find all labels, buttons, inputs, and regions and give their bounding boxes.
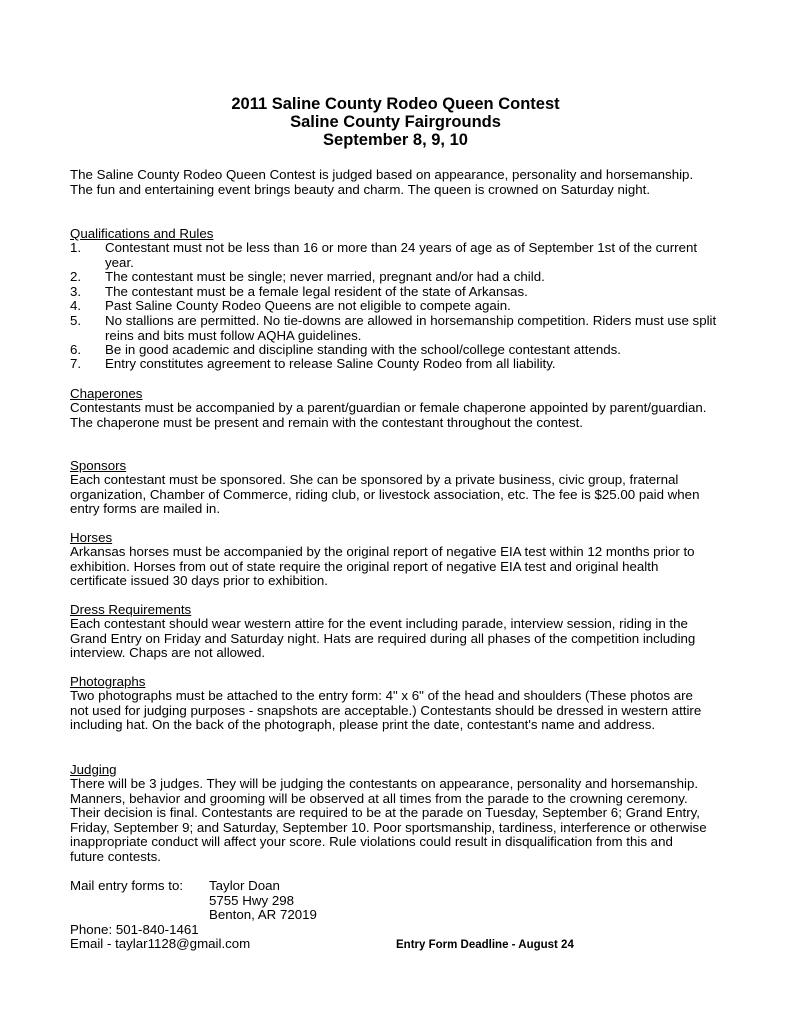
photographs-heading: Photographs <box>70 674 146 689</box>
venue-title: Saline County Fairgrounds <box>290 113 501 131</box>
rule-number: 2. <box>70 269 82 284</box>
contact-city: Benton, AR 72019 <box>209 907 317 922</box>
rule-text: The contestant must be a female legal resident of the state of Arkansas. <box>105 284 528 299</box>
contact-name: Taylor Doan <box>209 878 280 893</box>
chaperones-heading: Chaperones <box>70 386 143 401</box>
rule-number: 6. <box>70 342 82 357</box>
judging-body: There will be 3 judges. They will be judging the contestants on appearance, personality and horsemanship. Manners, behavior and grooming will be observed at all times from the parade to the crowning ceremony. Their decision is final. Contestants are required to be at the parade on Tuesday, September 6; Grand Entry, Friday, September 9; and Saturday, September 10. Poor sportsmanship, tardiness, interference or otherwise inappropriate conduct will affect your score. Rule violations could result in disqualification from this and future contests. <box>70 776 707 864</box>
photographs-body: Two photographs must be attached to the entry form: 4" x 6" of the head and shoulders (These photos are not used for judging purposes - snapshots are acceptable.) Contestants should be dressed in western attire including hat. On the back of the photograph, please print the date, contestant's name and address. <box>70 688 702 733</box>
dress-heading: Dress Requirements <box>70 602 192 617</box>
contest-title: 2011 Saline County Rodeo Queen Contest <box>231 95 560 113</box>
rule-text: The contestant must be single; never married, pregnant and/or had a child. <box>105 269 545 284</box>
sponsors-body: Each contestant must be sponsored. She can be sponsored by a private business, civic group, fraternal organization, Chamber of Commerce, riding club, or livestock association, etc. The fee is $25.00 paid when entry forms are mailed in. <box>70 472 700 517</box>
horses-body: Arkansas horses must be accompanied by the original report of negative EIA test within 12 months prior to exhibition. Horses from out of state require the original report of negative EIA test and original health certificate issued 30 days prior to exhibition. <box>70 544 695 589</box>
rule-text: Past Saline County Rodeo Queens are not eligible to compete again. <box>105 298 511 313</box>
rule-text: Contestant must not be less than 16 or more than 24 years of age as of September 1st of the current year. <box>105 240 698 270</box>
rule-number: 3. <box>70 284 82 299</box>
contact-street: 5755 Hwy 298 <box>209 893 295 908</box>
horses-heading: Horses <box>70 530 113 545</box>
contact-phone: Phone: 501-840-1461 <box>70 922 199 937</box>
rule-text: Entry constitutes agreement to release Saline County Rodeo from all liability. <box>105 356 556 371</box>
entry-deadline: Entry Form Deadline - August 24 <box>396 939 574 951</box>
mail-label: Mail entry forms to: <box>70 878 184 893</box>
intro-paragraph: The Saline County Rodeo Queen Contest is judged based on appearance, personality and horsemanship. The fun and entertaining event brings beauty and charm. The queen is crowned on Saturday night. <box>70 167 694 197</box>
rule-number: 1. <box>70 240 82 255</box>
rule-text: No stallions are permitted. No tie-downs are allowed in horsemanship competition. Riders must use split reins and bits must follow AQHA guidelines. <box>105 313 717 343</box>
rule-number: 4. <box>70 298 82 313</box>
rule-number: 7. <box>70 356 82 371</box>
contact-email: Email - taylar1128@gmail.com <box>70 936 251 951</box>
dress-body: Each contestant should wear western attire for the event including parade, interview session, riding in the Grand Entry on Friday and Saturday night. Hats are required during all phases of the competition including interview. Chaps are not allowed. <box>70 616 696 661</box>
chaperones-body: Contestants must be accompanied by a parent/guardian or female chaperone appointed by parent/guardian. The chaperone must be present and remain with the contestant throughout the contest. <box>70 400 707 430</box>
sponsors-heading: Sponsors <box>70 458 127 473</box>
rule-text: Be in good academic and discipline standing with the school/college contestant attends. <box>105 342 621 357</box>
dates-title: September 8, 9, 10 <box>323 131 468 149</box>
rules-heading: Qualifications and Rules <box>70 226 214 241</box>
rule-number: 5. <box>70 313 82 328</box>
judging-heading: Judging <box>70 762 117 777</box>
